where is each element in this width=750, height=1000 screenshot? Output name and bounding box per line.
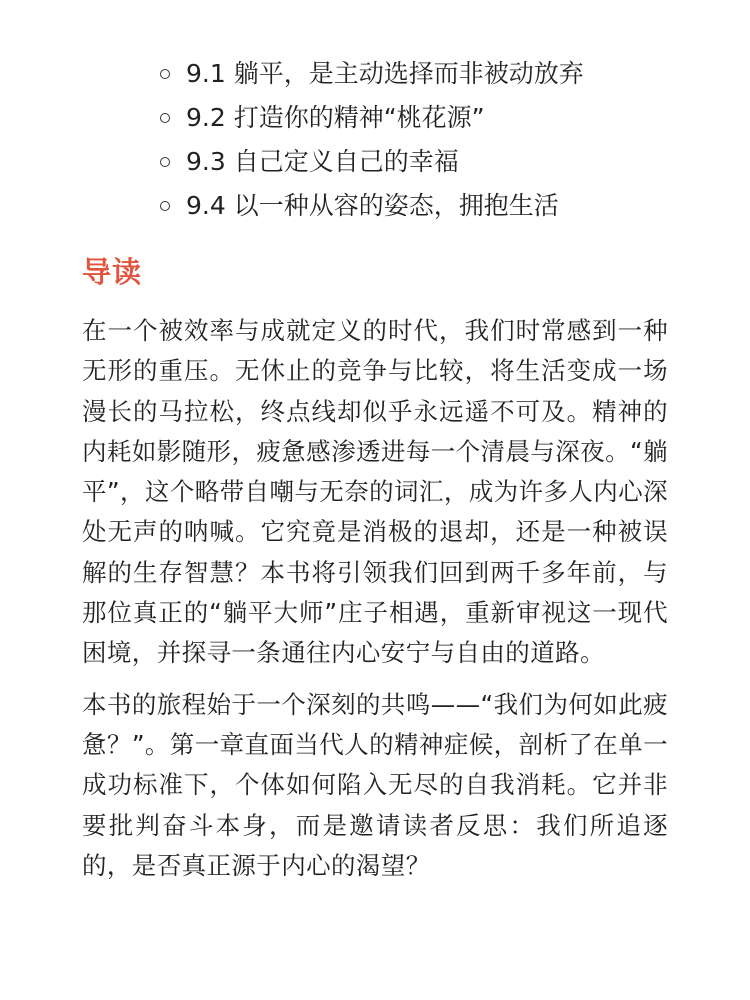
circle-bullet-icon [160, 157, 170, 167]
circle-bullet-icon [160, 113, 170, 123]
toc-list [160, 52, 584, 228]
body-text [82, 311, 668, 897]
toc-item-label: 9.4 以一种从容的姿态，拥抱生活 [186, 191, 559, 220]
section-heading: 导读 [82, 255, 143, 289]
circle-bullet-icon [160, 69, 170, 79]
circle-bullet-icon [160, 201, 170, 211]
toc-item-label: 9.3 自己定义自己的幸福 [186, 147, 459, 176]
toc-item-label: 9.1 躺平，是主动选择而非被动放弃 [186, 59, 584, 88]
toc-item[interactable] [160, 140, 584, 184]
paragraph: 在一个被效率与成就定义的时代，我们时常感到一种无形的重压。无休止的竞争与比较，将生活变成一场漫长的马拉松，终点线却似乎永远遥不可及。精神的内耗如影随形，疲惫感渗透进每一个清晨与深夜。“躺平”，这个略带自嘲与无奈的词汇，成为许多人内心深处无声的呐喊。它究竟是消极的退却，还是一种被误解的生存智慧？本书将引领我们回到两千多年前，与那位真正的“躺平大师”庄子相遇，重新审视这一现代困境，并探寻一条通往内心安宁与自由的道路。 [82, 316, 668, 668]
toc-item[interactable] [160, 184, 584, 228]
toc-item-label: 9.2 打造你的精神“桃花源” [186, 103, 485, 132]
paragraph: 本书的旅程始于一个深刻的共鸣——“我们为何如此疲惫？”。第一章直面当代人的精神症候，剖析了在单一成功标准下，个体如何陷入无尽的自我消耗。它并非要批判奋斗本身，而是邀请读者反思：我们所追逐的，是否真正源于内心的渴望？ [82, 689, 668, 880]
toc-item[interactable] [160, 96, 584, 140]
toc-item[interactable] [160, 52, 584, 96]
